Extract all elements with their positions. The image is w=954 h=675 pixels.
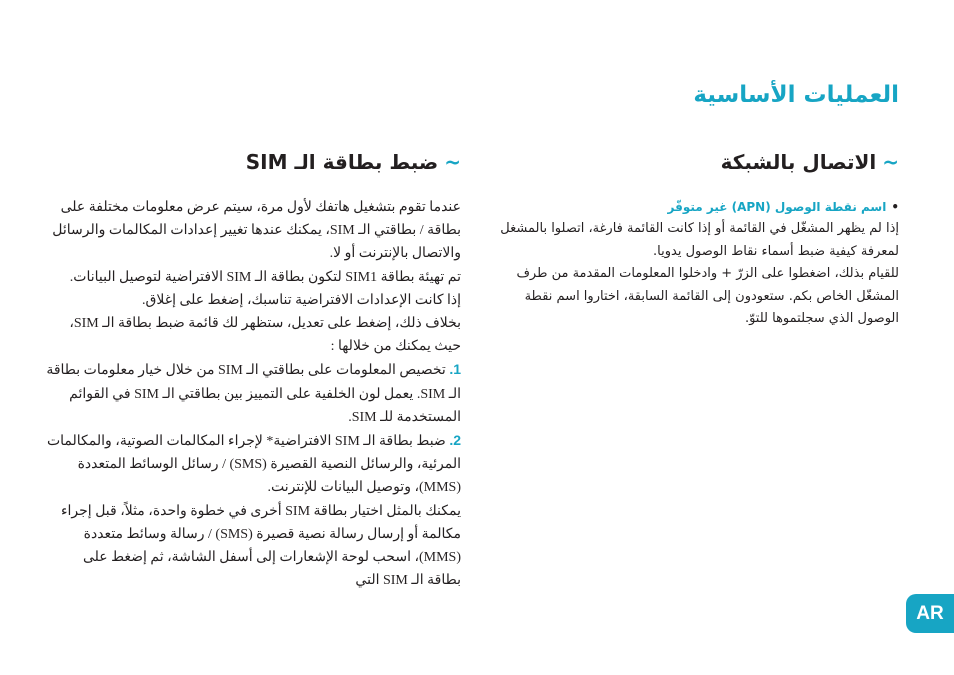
apn-bullet — [489, 196, 899, 218]
sim-default-note: تم تهيئة بطاقة SIM1 لتكون بطاقة الـ SIM الافتراضية لتوصيل البيانات. — [69, 269, 461, 285]
network-section-heading — [489, 150, 899, 174]
list-item-text: ضبط بطاقة الـ SIM الافتراضية* لإجراء المكالمات الصوتية، والمكالمات المرئية، والرسائل النصية القصيرة (SMS) / رسائل الوسائط المتعددة (MMS)، وتوصيل البيانات للإنترنت. — [46, 434, 461, 496]
apn-bullet-title: اسم نقطة الوصول (APN) غير متوفّر — [667, 200, 887, 214]
sim-edit-note: بخلاف ذلك، إضغط على تعديل، ستظهر لك قائمة ضبط بطاقة الـ SIM، حيث يمكنك من خلالها : — [69, 316, 461, 355]
tilde-icon: ~ — [444, 150, 461, 174]
sim-closing-paragraph: يمكنك بالمثل اختيار بطاقة SIM أخرى في خطوة واحدة، مثلاً، قبل إجراء مكالمة أو إرسال رسالة نصية قصيرة (SMS) / رسالة وسائط متعددة (MMS)، اسحب لوحة الإشعارات إلى أسفل الشاشة، ثم إضغط على بطاقة الـ SIM التي — [60, 503, 461, 589]
list-item-text: تخصيص المعلومات على بطاقتي الـ SIM من خلال خيار معلومات بطاقة الـ SIM. يعمل لون الخلفية على التمييز بين بطاقتي الـ SIM في القوائم المستخدمة للـ SIM. — [46, 363, 461, 425]
bullet-icon: • — [891, 200, 899, 214]
network-heading-text: الاتصال بالشبكة — [720, 150, 877, 174]
sim-close-note: إذا كانت الإعدادات الافتراضية تناسبك، إضغط على إغلاق. — [142, 292, 461, 308]
network-section — [489, 150, 899, 331]
list-number: 2. — [449, 432, 461, 449]
page-title: العمليات الأساسية — [693, 82, 899, 108]
sim-section — [46, 150, 461, 592]
sim-intro: عندما تقوم بتشغيل هاتفك لأول مرة، سيتم عرض معلومات مختلفة على بطاقة / بطاقتي الـ SIM، يمكنك عندها تغيير إعدادات المكالمات والرسائل والاتصال بالإنترنت أو لا. — [52, 200, 461, 262]
sim-list-item-1 — [46, 358, 461, 429]
sim-section-heading — [46, 150, 461, 174]
sim-heading-text: ضبط بطاقة الـ SIM — [245, 150, 439, 174]
sim-list-item-2 — [46, 429, 461, 500]
apn-paragraph-1: إذا لم يظهر المشغّل في القائمة أو إذا كانت القائمة فارغة، اتصلوا بالمشغل لمعرفة كيفية ضبط أسماء نقاط الوصول يدويا. — [500, 221, 899, 259]
tilde-icon: ~ — [882, 150, 899, 174]
list-number: 1. — [449, 361, 461, 378]
language-badge: AR — [906, 594, 954, 633]
apn-paragraph-2: للقيام بذلك، اضغطوا على الزرّ + وادخلوا المعلومات المقدمة من طرف المشغّل الخاص بكم. ستعودون إلى القائمة السابقة، اختاروا اسم نقطة الوصول الذي سجلتموها للتوّ. — [516, 266, 899, 327]
